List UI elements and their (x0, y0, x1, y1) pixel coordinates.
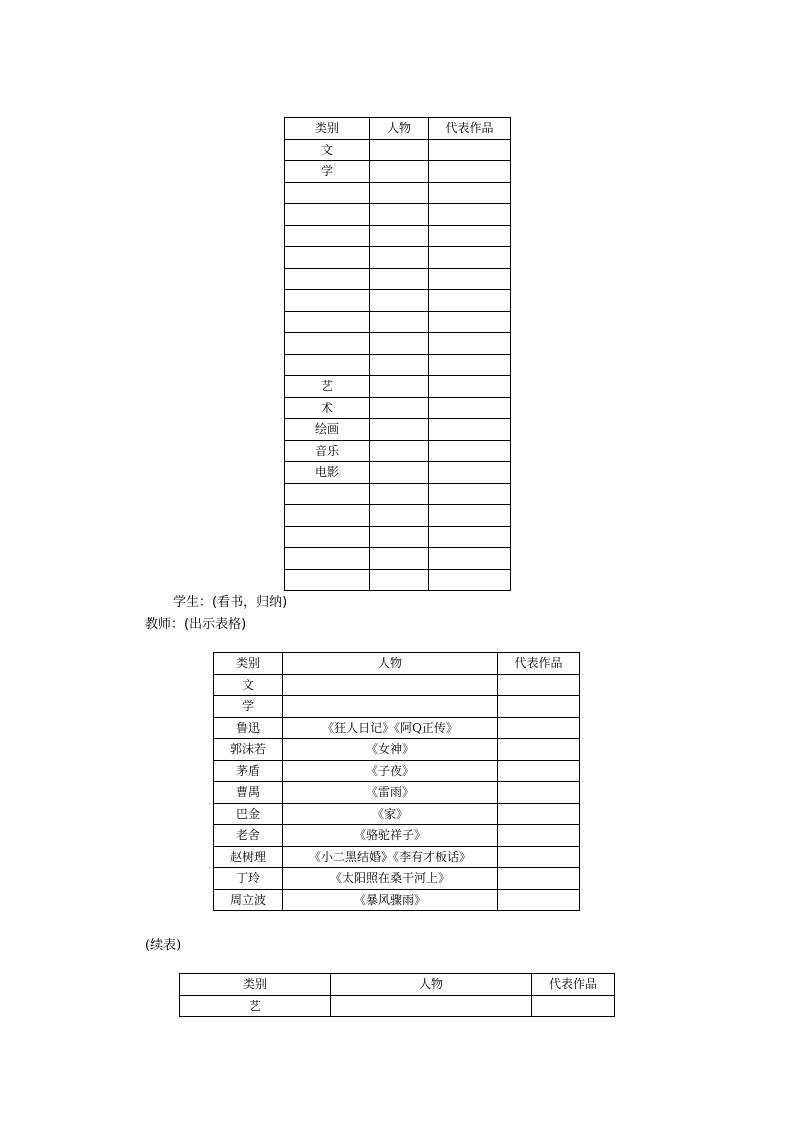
table-cell (285, 548, 370, 570)
table-row (285, 505, 511, 527)
table-cell (370, 354, 429, 376)
table-cell (429, 182, 511, 204)
table-row (214, 889, 580, 911)
table-row (214, 717, 580, 739)
table-cell (370, 182, 429, 204)
column-header: 类别 (214, 653, 283, 675)
table-row (285, 548, 511, 570)
table-row (214, 868, 580, 890)
table-row (285, 182, 511, 204)
table-row (285, 462, 511, 484)
table-row (285, 569, 511, 591)
table-cell (429, 268, 511, 290)
table-cell (429, 419, 511, 441)
table-cell (370, 440, 429, 462)
table-cell: 艺 (285, 376, 370, 398)
table-row (285, 290, 511, 312)
table-cell (283, 696, 498, 718)
table-cell (370, 397, 429, 419)
table-cell: 赵树理 (214, 846, 283, 868)
table-cell: 电影 (285, 462, 370, 484)
column-header: 代表作品 (429, 118, 511, 140)
table-cell (429, 462, 511, 484)
table-row (214, 696, 580, 718)
table-cell (429, 204, 511, 226)
table-cell (370, 376, 429, 398)
column-header: 人物 (370, 118, 429, 140)
table-header-row (180, 974, 615, 996)
table-cell (498, 696, 580, 718)
table-row (285, 268, 511, 290)
table-cell (429, 440, 511, 462)
table-row (285, 247, 511, 269)
table-row (285, 333, 511, 355)
table-cell (285, 483, 370, 505)
table-cell (370, 462, 429, 484)
table-cell (498, 868, 580, 890)
table-cell (429, 526, 511, 548)
table-cell (370, 247, 429, 269)
table-cell: 艺 (180, 995, 331, 1017)
column-header: 人物 (283, 653, 498, 675)
table-cell (285, 268, 370, 290)
table-cell: 《女神》 (283, 739, 498, 761)
table-cell: 《子夜》 (283, 760, 498, 782)
table-cell (370, 161, 429, 183)
table-cell (370, 483, 429, 505)
table-cell (370, 139, 429, 161)
table-cell (285, 290, 370, 312)
table-cell: 学 (214, 696, 283, 718)
table-cell (429, 397, 511, 419)
table-cell (429, 290, 511, 312)
table-cell (429, 354, 511, 376)
table-cell: 《家》 (283, 803, 498, 825)
table-cell (370, 268, 429, 290)
table-3 (179, 973, 615, 1017)
table-cell (429, 161, 511, 183)
column-header: 代表作品 (532, 974, 615, 996)
table-cell (429, 548, 511, 570)
table-row (214, 674, 580, 696)
table-cell (285, 569, 370, 591)
table-cell (429, 333, 511, 355)
table-cell: 文 (285, 139, 370, 161)
column-header: 类别 (285, 118, 370, 140)
table-cell (370, 548, 429, 570)
table-cell: 巴金 (214, 803, 283, 825)
table-cell (285, 505, 370, 527)
table-cell: 丁玲 (214, 868, 283, 890)
table-cell (429, 311, 511, 333)
table-cell (370, 569, 429, 591)
column-header: 人物 (331, 974, 532, 996)
table-cell: 鲁迅 (214, 717, 283, 739)
table-row (285, 139, 511, 161)
table-cell (498, 717, 580, 739)
table-cell: 曹禺 (214, 782, 283, 804)
table-2 (213, 652, 580, 911)
student-line: 学生：(看书，归纳) (173, 595, 288, 610)
table-cell (285, 247, 370, 269)
table-cell (285, 333, 370, 355)
table-cell: 周立波 (214, 889, 283, 911)
table-cell (370, 419, 429, 441)
table-row (285, 204, 511, 226)
column-header: 代表作品 (498, 653, 580, 675)
table-row (285, 225, 511, 247)
table-header-row (285, 118, 511, 140)
table-row (214, 846, 580, 868)
table-cell (498, 674, 580, 696)
table-cell: 术 (285, 397, 370, 419)
table-cell (370, 526, 429, 548)
table-cell (429, 569, 511, 591)
table-cell (285, 354, 370, 376)
table-row (214, 825, 580, 847)
table-cell (285, 182, 370, 204)
column-header: 类别 (180, 974, 331, 996)
table-row (285, 483, 511, 505)
table-cell (498, 846, 580, 868)
table-cell (498, 803, 580, 825)
table-cell (429, 139, 511, 161)
table-cell: 学 (285, 161, 370, 183)
table-cell (429, 376, 511, 398)
table-cell (532, 995, 615, 1017)
table-row (285, 440, 511, 462)
table-row (285, 397, 511, 419)
table-row (214, 739, 580, 761)
table-cell (370, 505, 429, 527)
table-row (285, 526, 511, 548)
table-cell: 绘画 (285, 419, 370, 441)
table-cell: 老舍 (214, 825, 283, 847)
table-row (285, 311, 511, 333)
table-cell (498, 782, 580, 804)
table-cell (498, 825, 580, 847)
table-cell (285, 526, 370, 548)
table-cell (331, 995, 532, 1017)
table-cell (429, 483, 511, 505)
table-cell (370, 290, 429, 312)
table-row (285, 161, 511, 183)
table-cell: 《太阳照在桑干河上》 (283, 868, 498, 890)
table-cell (370, 311, 429, 333)
table-cell: 《雷雨》 (283, 782, 498, 804)
table-cell (285, 225, 370, 247)
table-row (214, 782, 580, 804)
table-cell (429, 225, 511, 247)
table-cell: 文 (214, 674, 283, 696)
table-cell: 《骆驼祥子》 (283, 825, 498, 847)
continued-label: (续表) (145, 938, 182, 953)
table-cell: 《小二黑结婚》《李有才板话》 (283, 846, 498, 868)
table-row (214, 760, 580, 782)
table-1 (284, 117, 511, 591)
table-row (285, 376, 511, 398)
table-cell (283, 674, 498, 696)
table-cell: 音乐 (285, 440, 370, 462)
table-cell (285, 204, 370, 226)
table-cell: 《暴风骤雨》 (283, 889, 498, 911)
table-cell (370, 225, 429, 247)
table-cell (498, 889, 580, 911)
table-cell: 茅盾 (214, 760, 283, 782)
teacher-line: 教师：(出示表格) (145, 617, 247, 632)
table-row (180, 995, 615, 1017)
table-row (214, 803, 580, 825)
table-cell: 郭沫若 (214, 739, 283, 761)
table-cell (285, 311, 370, 333)
table-cell (429, 247, 511, 269)
table-row (285, 354, 511, 376)
table-cell (498, 760, 580, 782)
table-row (285, 419, 511, 441)
table-cell (498, 739, 580, 761)
table-cell: 《狂人日记》《阿Q正传》 (283, 717, 498, 739)
table-header-row (214, 653, 580, 675)
table-cell (429, 505, 511, 527)
table-cell (370, 204, 429, 226)
table-cell (370, 333, 429, 355)
